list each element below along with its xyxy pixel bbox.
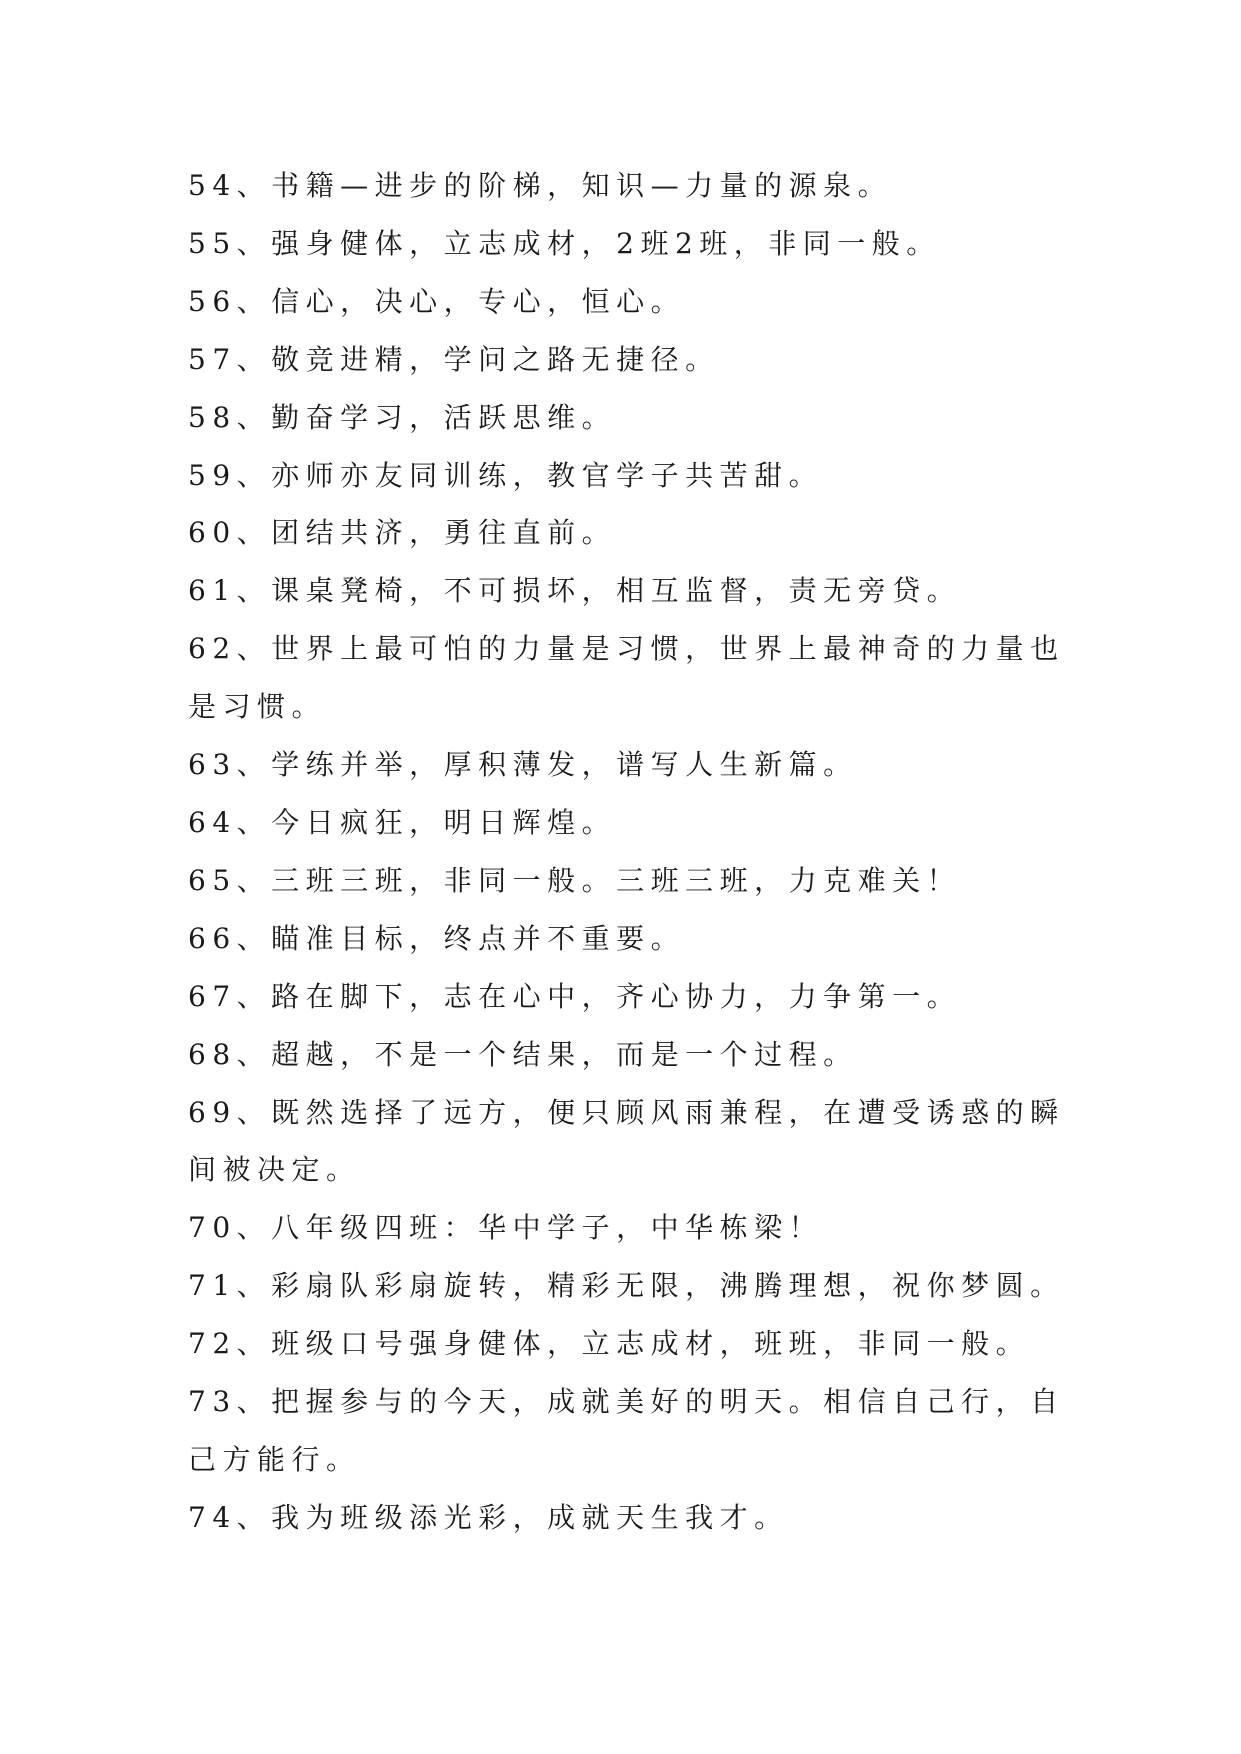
item-number: 56 [188,284,237,318]
item-text: 信心，决心，专心，恒心。 [271,284,686,318]
item-number: 73 [188,1385,237,1419]
item-number: 63 [188,748,237,782]
list-item: 64、今日疯狂，明日辉煌。 [188,805,617,839]
list-item: 63、学练并举，厚积薄发，谱写人生新篇。 [188,748,858,782]
item-number: 61 [188,574,237,608]
item-number: 66 [188,921,237,955]
list-item: 59、亦师亦友同训练，教官学子共苦甜。 [188,458,824,492]
item-text: 既然选择了远方，便只顾风雨兼程，在遭受诱惑的瞬间被决定。 [188,1095,1065,1187]
item-text: 世界上最可怕的力量是习惯，世界上最神奇的力量也是习惯。 [188,632,1065,724]
item-text: 团结共济，勇往直前。 [271,516,617,550]
item-text: 亦师亦友同训练，教官学子共苦甜。 [271,458,824,492]
list-item: 72、班级口号强身健体，立志成材，班班，非同一般。 [188,1327,1031,1361]
item-number: 54 [188,169,237,202]
item-text: 强身健体，立志成材，2班2班，非同一般。 [271,226,941,260]
item-text: 敬竞进精，学问之路无捷径。 [271,342,720,376]
list-item: 69、既然选择了远方，便只顾风雨兼程，在遭受诱惑的瞬间被决定。 [188,1095,1065,1187]
item-text: 今日疯狂，明日辉煌。 [271,805,617,839]
list-item: 67、路在脚下，志在心中，齐心协力，力争第一。 [188,979,962,1013]
item-number: 72 [188,1327,237,1361]
item-text: 超越，不是一个结果，而是一个过程。 [271,1037,858,1071]
item-text: 八年级四班：华中学子，中华栋梁！ [271,1211,824,1245]
list-item: 55、强身健体，立志成材，2班2班，非同一般。 [188,226,941,260]
item-number: 68 [188,1037,237,1071]
item-text: 我为班级添光彩，成就天生我才。 [271,1500,789,1534]
item-text: 彩扇队彩扇旋转，精彩无限，沸腾理想，祝你梦圆。 [271,1269,1065,1303]
item-number: 58 [188,400,237,434]
item-number: 59 [188,458,237,492]
item-text: 书籍—进步的阶梯，知识—力量的源泉。 [271,169,893,202]
list-item: 60、团结共济，勇往直前。 [188,516,617,550]
item-text: 班级口号强身健体，立志成材，班班，非同一般。 [271,1327,1031,1361]
list-item: 62、世界上最可怕的力量是习惯，世界上最神奇的力量也是习惯。 [188,632,1065,724]
list-item: 57、敬竞进精，学问之路无捷径。 [188,342,720,376]
list-item: 56、信心，决心，专心，恒心。 [188,284,686,318]
item-text: 学练并举，厚积薄发，谱写人生新篇。 [271,748,858,782]
list-item: 73、把握参与的今天，成就美好的明天。相信自己行，自己方能行。 [188,1385,1065,1476]
list-item: 68、超越，不是一个结果，而是一个过程。 [188,1037,858,1071]
item-number: 67 [188,979,237,1013]
item-text: 课桌凳椅，不可损坏，相互监督，责无旁贷。 [271,574,962,608]
item-number: 62 [188,632,237,666]
list-item: 65、三班三班，非同一般。三班三班，力克难关！ [188,863,962,897]
list-item: 70、八年级四班：华中学子，中华栋梁！ [188,1211,824,1245]
item-number: 57 [188,342,237,376]
item-number: 60 [188,516,237,550]
item-number: 65 [188,863,237,897]
list-item: 66、瞄准目标，终点并不重要。 [188,921,686,955]
item-text: 三班三班，非同一般。三班三班，力克难关！ [271,863,962,897]
item-text: 瞄准目标，终点并不重要。 [271,921,686,955]
list-item: 61、课桌凳椅，不可损坏，相互监督，责无旁贷。 [188,574,962,608]
item-number: 70 [188,1211,237,1245]
list-item: 74、我为班级添光彩，成就天生我才。 [188,1500,789,1534]
item-text: 路在脚下，志在心中，齐心协力，力争第一。 [271,979,962,1013]
item-text: 把握参与的今天，成就美好的明天。相信自己行，自己方能行。 [188,1385,1065,1476]
item-number: 74 [188,1500,237,1534]
list-item: 71、彩扇队彩扇旋转，精彩无限，沸腾理想，祝你梦圆。 [188,1269,1065,1303]
list-item: 58、勤奋学习，活跃思维。 [188,400,617,434]
list-item: 54、书籍—进步的阶梯，知识—力量的源泉。 [188,169,893,202]
item-number: 55 [188,226,237,260]
item-text: 勤奋学习，活跃思维。 [271,400,617,434]
slogan-list [188,157,1068,1547]
item-number: 69 [188,1095,237,1129]
item-number: 64 [188,805,237,839]
item-number: 71 [188,1269,237,1303]
